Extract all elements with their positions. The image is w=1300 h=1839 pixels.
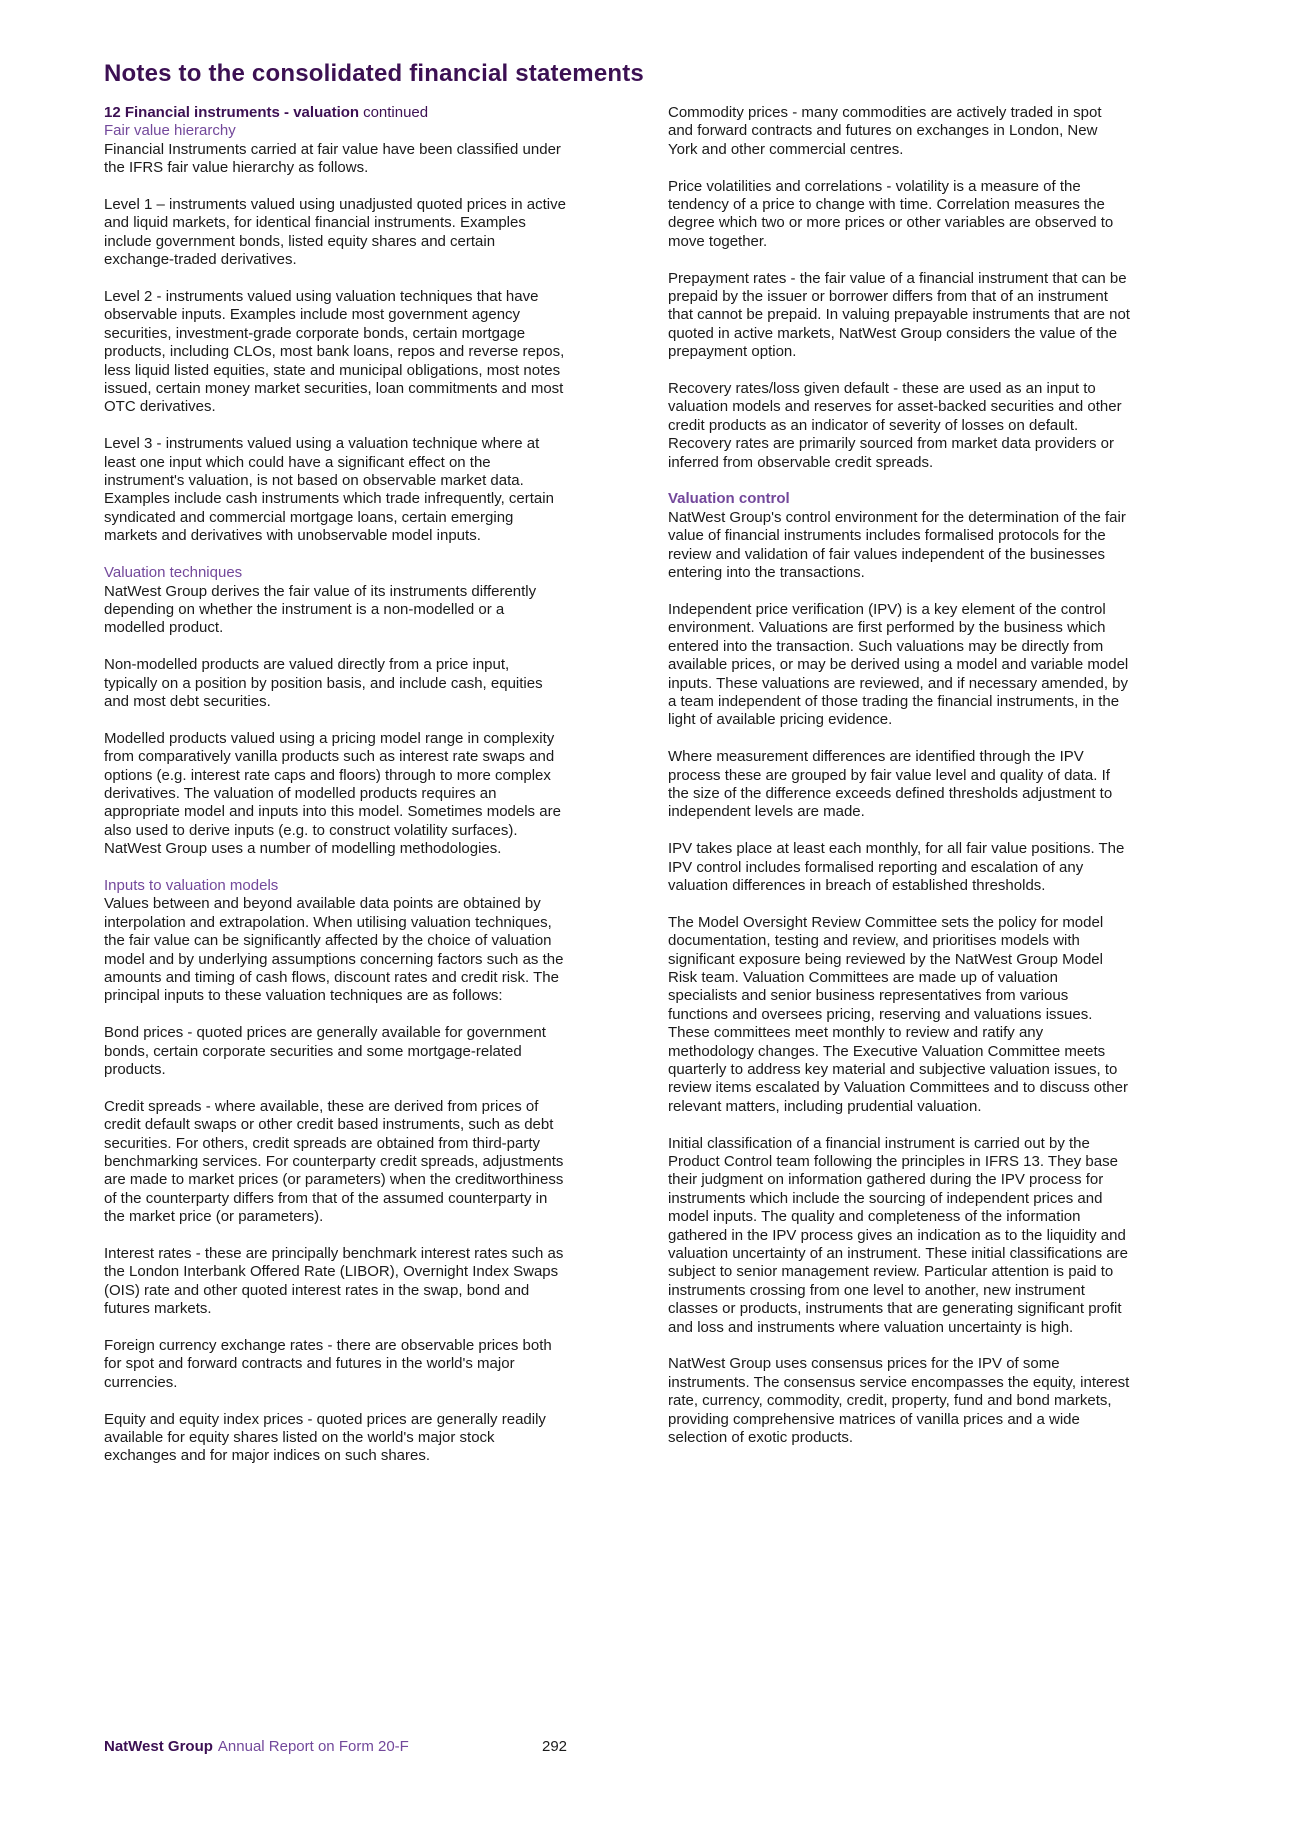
subheading-fair-value-hierarchy: Fair value hierarchy: [104, 122, 236, 140]
paragraph: Where measurement differences are identified through the IPV process these are grouped by fair value level and quality of data. If the size of the difference exceeds defined thresholds adjustment to independent levels are made.: [668, 748, 1113, 821]
footer-page-number: 292: [542, 1738, 568, 1755]
paragraph: The Model Oversight Review Committee sets the policy for model documentation, testing and review, and prioritises models with significant exposure being reviewed by the NatWest Group Model Risk team. Valuation Committees are made up of valuation specialists and senior business representatives from various functions and oversees pricing, reserving and valuations issues. These committees meet monthly to review and ratify any methodology changes. The Executive Valuation Committee meets quarterly to address key material and subjective valuation issues, to review items escalated by Valuation Committees and to discuss other relevant matters, including prudential valuation.: [668, 913, 1128, 1115]
right-column-blocks: [668, 104, 1130, 1448]
footer-brand: NatWest Group: [104, 1738, 213, 1755]
paragraph: Credit spreads - where available, these are derived from prices of credit default swaps or other credit based instruments, such as debt securities. For others, credit spreads are obtained from third-party benchmarking services. For counterparty credit spreads, adjustments are made to market prices (or parameters) when the creditworthiness of the counterparty differs from that of the assumed counterparty in the market price (or parameters).: [104, 1097, 564, 1226]
paragraph: Initial classification of a financial instrument is carried out by the Product Control team following the principles in IFRS 13. They base their judgment on information gathered during the IPV process for instruments which include the sourcing of independent prices and model inputs. The quality and completeness of the information gathered in the IPV process gives an indication as to the liquidity and valuation uncertainty of an instrument. These initial classifications are subject to senior management review. Particular attention is paid to instruments crossing from one level to another, new instrument classes or products, instruments that are generating significant profit and loss and instruments where valuation uncertainty is high.: [668, 1134, 1128, 1336]
paragraph: Bond prices - quoted prices are generally available for government bonds, certain corporate securities and some mortgage-related products.: [104, 1024, 546, 1078]
two-column-layout: [104, 104, 1130, 1484]
page-footer: [104, 1738, 1130, 1756]
subheading-valuation-techniques: Valuation techniques: [104, 564, 243, 582]
page-title: Notes to the consolidated financial statements: [104, 60, 644, 87]
paragraph: Financial Instruments carried at fair value have been classified under the IFRS fair value hierarchy as follows.: [104, 140, 561, 177]
section-heading: [104, 104, 566, 122]
paragraph: Level 3 - instruments valued using a valuation technique where at least one input which could have a significant effect on the instrument's valuation, is not based on observable market data. Examples include cash instruments which trade infrequently, certain syndicated and commercial mortgage loans, certain emerging markets and derivatives with unobservable model inputs.: [104, 435, 554, 545]
paragraph: Non-modelled products are valued directly from a price input, typically on a position by position basis, and include cash, equities and most debt securities.: [104, 656, 543, 710]
paragraph: NatWest Group's control environment for the determination of the fair value of financial instruments includes formalised protocols for the review and validation of fair values independent of the businesses entering into the transactions.: [668, 508, 1126, 582]
paragraph: Level 1 – instruments valued using unadjusted quoted prices in active and liquid markets, for identical financial instruments. Examples include government bonds, listed equity shares and certain exchange-traded derivatives.: [104, 196, 566, 269]
paragraph: NatWest Group uses consensus prices for the IPV of some instruments. The consensus service encompasses the equity, interest rate, currency, commodity, credit, property, fund and bond markets, providing comprehensive matrices of vanilla prices and a wide selection of exotic products.: [668, 1355, 1130, 1447]
paragraph: Recovery rates/loss given default - these are used as an input to valuation models and reserves for asset-backed securities and other credit products as an indicator of severity of losses on default. Recovery rates are primarily sourced from market data providers or inferred from observable credit spreads.: [668, 380, 1122, 471]
paragraph: Commodity prices - many commodities are actively traded in spot and forward contracts and futures on exchanges in London, New York and other commercial centres.: [668, 104, 1102, 158]
paragraph: Prepayment rates - the fair value of a financial instrument that can be prepaid by the issuer or borrower differs from that of an instrument that cannot be prepaid. In valuing prepayable instruments that are not quoted in active markets, NatWest Group considers the value of the prepayment option.: [668, 269, 1130, 361]
paragraph: Modelled products valued using a pricing model range in complexity from comparatively vanilla products such as interest rate swaps and options (e.g. interest rate caps and floors) through to more complex derivatives. The valuation of modelled products requires an appropriate model and inputs into this model. Sometimes models are also used to derive inputs (e.g. to construct volatility surfaces). NatWest Group uses a number of modelling methodologies.: [104, 729, 561, 858]
subheading-inputs-to-valuation-models: Inputs to valuation models: [104, 876, 279, 894]
paragraph: Level 2 - instruments valued using valuation techniques that have observable inputs. Examples include most government agency securities, investment-grade corporate bonds, certain mortgage products, including CLOs, most bank loans, repos and reverse repos, less liquid listed equities, state and municipal obligations, most notes issued, certain money market securities, loan commitments and most OTC derivatives.: [104, 288, 565, 416]
paragraph: Independent price verification (IPV) is a key element of the control environment. Valuations are first performed by the business which entered into the transaction. Such valuations may be directly from available prices, or may be derived using a model and variable model inputs. These valuations are reviewed, and if necessary amended, by a team independent of those trading the financial instruments, in the light of available pricing evidence.: [668, 600, 1129, 729]
left-column-blocks: [104, 122, 566, 1465]
paragraph: Equity and equity index prices - quoted prices are generally readily available for equity shares listed on the world's major stock exchanges and for major indices on such shares.: [104, 1410, 546, 1465]
section-heading-bold: 12 Financial instruments - valuation: [104, 104, 360, 121]
paragraph: Interest rates - these are principally benchmark interest rates such as the London Interbank Offered Rate (LIBOR), Overnight Index Swaps (OIS) rate and other quoted interest rates in the swap, bond and futures markets.: [104, 1245, 564, 1318]
left-column: [104, 104, 566, 1484]
paragraph: IPV takes place at least each monthly, for all fair value positions. The IPV control includes formalised reporting and escalation of any valuation differences in breach of established thresholds.: [668, 840, 1125, 894]
paragraph: NatWest Group derives the fair value of its instruments differently depending on whether the instrument is a non-modelled or a modelled product.: [104, 582, 537, 637]
paragraph: Price volatilities and correlations - volatility is a measure of the tendency of a price to change with time. Correlation measures the degree which two or more prices or other variables are observed to move together.: [668, 177, 1114, 250]
section-heading-continued: continued: [363, 104, 429, 121]
footer-report-title: Annual Report on Form 20-F: [217, 1738, 409, 1755]
paragraph: Values between and beyond available data points are obtained by interpolation and extrapolation. When utilising valuation techniques, the fair value can be significantly affected by the choice of valuation model and by underlying assumptions concerning factors such as the amounts and timing of cash flows, discount rates and credit risk. The principal inputs to these valuation techniques are as follows:: [104, 895, 564, 1005]
right-column: [668, 104, 1130, 1484]
subheading-valuation-control: Valuation control: [668, 490, 790, 508]
paragraph: Foreign currency exchange rates - there are observable prices both for spot and forward contracts and futures in the world's major currencies.: [104, 1337, 552, 1391]
